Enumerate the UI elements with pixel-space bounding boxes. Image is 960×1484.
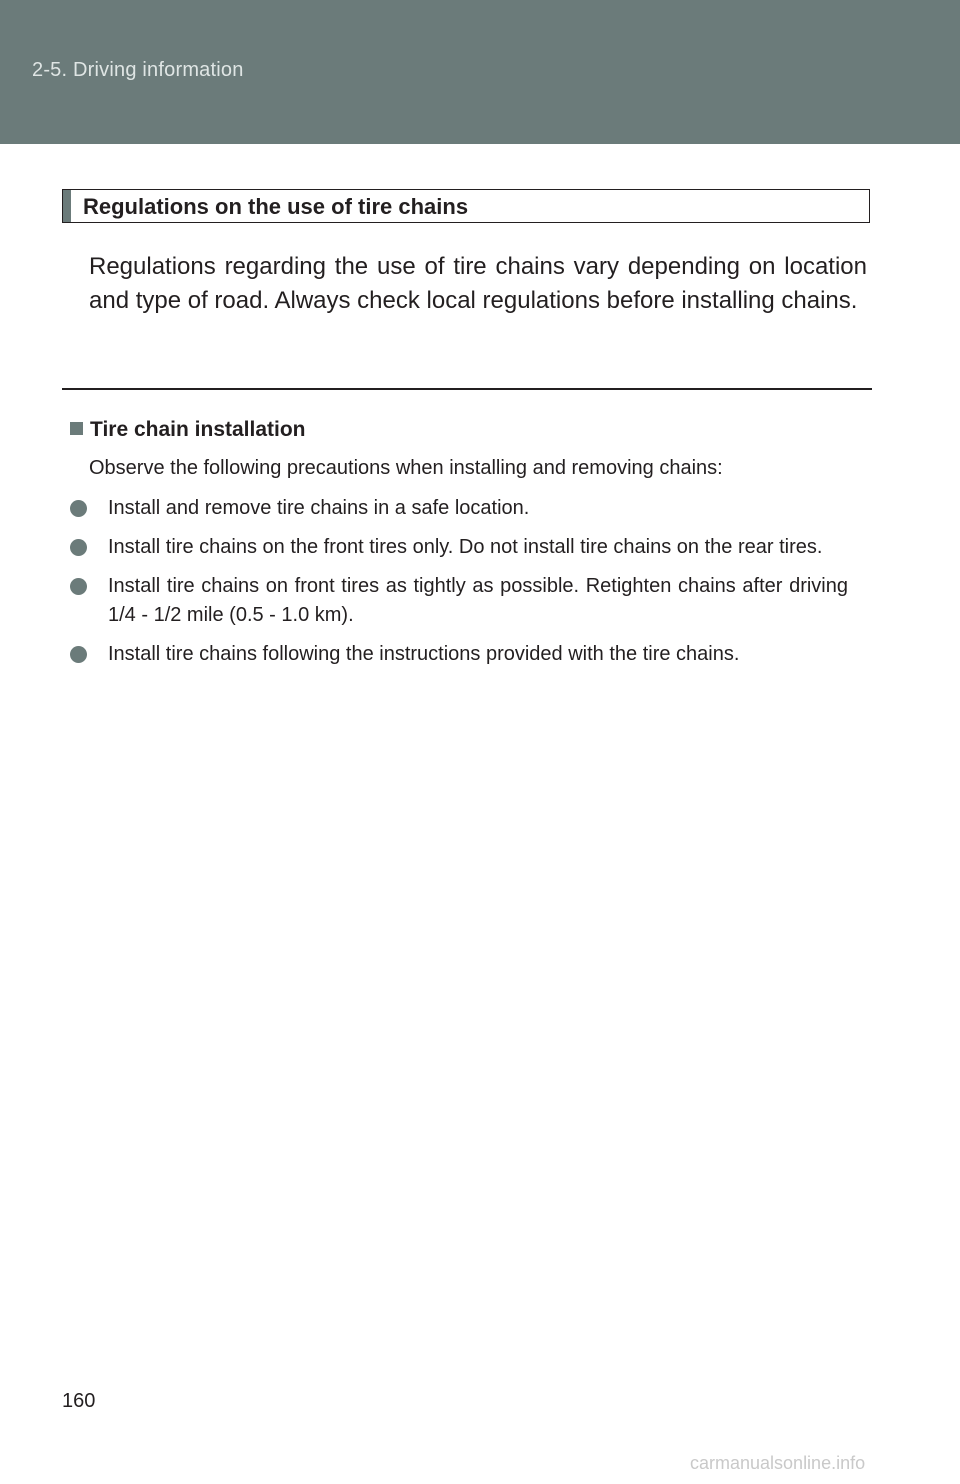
page-number: 160 <box>62 1390 96 1412</box>
circle-bullet-icon <box>70 578 87 595</box>
circle-bullet-icon <box>70 646 87 663</box>
list-item <box>70 640 848 669</box>
circle-bullet-icon <box>70 539 87 556</box>
watermark: carmanualsonline.info <box>690 1453 866 1473</box>
lead-text: Observe the following precautions when installing and removing chains: <box>89 457 723 479</box>
header-band <box>0 0 960 144</box>
intro-paragraph: Regulations regarding the use of tire chains vary depending on location and type of road. Always check local regulations before installing chains. <box>89 253 867 314</box>
section-breadcrumb: 2-5. Driving information <box>32 59 244 81</box>
circle-bullet-icon <box>70 500 87 517</box>
subheading-text: Tire chain installation <box>90 418 306 441</box>
section-title-box <box>62 189 870 223</box>
list-item <box>70 572 848 630</box>
list-item <box>70 533 848 562</box>
section-accent-bar <box>63 190 71 222</box>
list-item <box>70 494 848 523</box>
list-item-text: Install tire chains following the instructions provided with the tire chains. <box>108 643 740 665</box>
section-title: Regulations on the use of tire chains <box>83 194 469 219</box>
list-item-text: Install tire chains on front tires as tightly as possible. Retighten chains after driving 1/4 - 1/2 mile (0.5 - 1.0 km). <box>108 575 848 626</box>
divider-rule <box>62 388 872 390</box>
square-bullet-icon <box>70 422 83 435</box>
subheading <box>70 418 306 442</box>
precaution-list <box>70 494 848 679</box>
list-item-text: Install tire chains on the front tires only. Do not install tire chains on the rear tires. <box>108 536 823 558</box>
list-item-text: Install and remove tire chains in a safe location. <box>108 497 530 519</box>
